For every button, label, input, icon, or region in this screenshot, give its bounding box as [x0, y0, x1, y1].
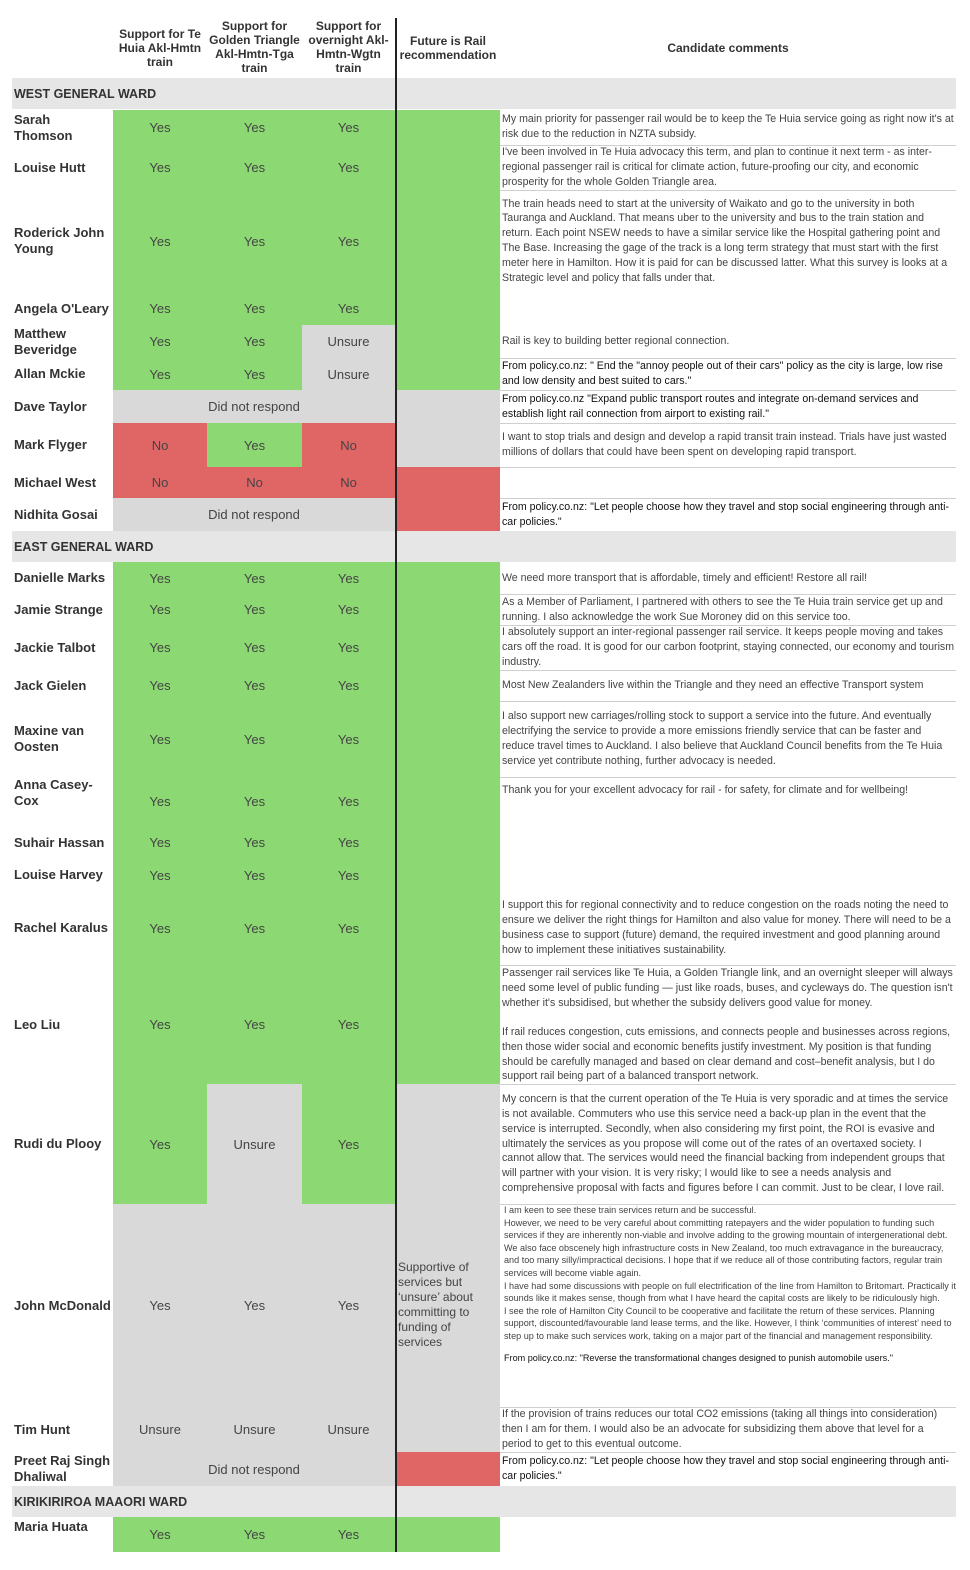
- comment-paragraph: However, we need to be very careful about committing ratepayers and the wider population to funding such services if they are inherently non-viable and involve adding to the growing mountain of intergenerational debt.: [504, 1217, 948, 1241]
- overnight-response: No: [302, 467, 395, 498]
- recommendation-oppose-east: [397, 1452, 500, 1486]
- candidate-name: Rachel Karalus: [14, 920, 108, 935]
- candidate-name: Louise Hutt: [14, 159, 86, 175]
- overnight-response: Yes: [302, 1517, 395, 1552]
- te-huia-response: Yes: [113, 701, 207, 777]
- candidate-name: Angela O'Leary: [14, 300, 109, 316]
- header-candidate-comments: Candidate comments: [667, 41, 789, 55]
- candidate-comment: We need more transport that is affordable, timely and efficient! Restore all rail!: [502, 571, 868, 584]
- golden-triangle-response: Yes: [207, 594, 302, 625]
- golden-triangle-response: Yes: [207, 358, 302, 390]
- overnight-response: Yes: [302, 625, 395, 670]
- te-huia-response: Yes: [113, 1204, 207, 1407]
- candidate-name: Jamie Strange: [14, 601, 103, 617]
- recommendation-oppose-west: [397, 467, 500, 531]
- candidate-comment: Thank you for your excellent advocacy for rail - for safety, for climate and for wellbeing!: [502, 784, 909, 796]
- golden-triangle-response: Yes: [207, 701, 302, 777]
- golden-triangle-response: Yes: [207, 190, 302, 292]
- candidate-comment: My concern is that the current operation of the Te Huia is very sporadic and at times the service is not available. Commuters who use this service need a back-up plan in the event that the service is interrupted. Secondly, when also considering my first point, the ROI is evasive and ultimately the services as you propose will come out of the rates of an overtaxed society. I cannot allow that. The services would need the financial backing from independent groups that will partner with your vision. It is very risky; I would like to see a needs analysis and comprehensive proposal with facts and figures before I can commit. Just to be clear, I love rail.: [502, 1093, 949, 1194]
- golden-triangle-response: Yes: [207, 145, 302, 190]
- candidate-name: Nidhita Gosai: [14, 506, 98, 522]
- golden-triangle-response: Unsure: [207, 1084, 302, 1204]
- candidate-name: Jackie Talbot: [14, 639, 96, 655]
- overnight-response: Yes: [302, 145, 395, 190]
- ward-heading-maaori: KIRIKIRIROA MAAORI WARD: [12, 1486, 956, 1517]
- golden-triangle-response: Yes: [207, 423, 302, 467]
- candidate-comment: Passenger rail services like Te Huia, a Golden Triangle link, and an overnight sleeper will always need some level of public funding — just like roads, buses, and cycleways do. The question isn't whether it's subsidised, but whether the subsidy delivers good value for money.: [502, 967, 953, 1009]
- te-huia-response: Yes: [113, 358, 207, 390]
- overnight-response: Yes: [302, 190, 395, 292]
- comment-paragraph: I see the role of Hamilton City Council to be cooperative and facilitate the return of these services. Planning support, discounted/favourable land lease terms, and the like. However, I think ‘communities of interest’ need to step up to make such services work, taking on a major part of the financial and management responsibility.: [504, 1305, 952, 1341]
- candidate-name: Allan Mckie: [14, 366, 86, 381]
- golden-triangle-response: Yes: [207, 110, 302, 145]
- candidate-name: Michael West: [14, 474, 97, 490]
- candidate-name: Anna Casey-Cox: [14, 777, 93, 808]
- te-huia-response: Yes: [113, 1084, 207, 1204]
- candidate-name: Rudi du Plooy: [14, 1136, 102, 1151]
- candidate-name: Louise Harvey: [14, 867, 103, 882]
- golden-triangle-response: Unsure: [207, 1407, 302, 1452]
- recommendation-note: Supportive of services but ‘unsure’ about committing to funding of services: [398, 1260, 473, 1349]
- overnight-response: Yes: [302, 1204, 395, 1407]
- golden-triangle-response: Yes: [207, 625, 302, 670]
- candidate-name: Leo Liu: [14, 1016, 61, 1032]
- header-future-is-rail: Future is Rail recommendation: [399, 34, 497, 62]
- comment-quote: From policy.co.nz: "Reverse the transformational changes designed to punish automobile users.": [504, 1352, 893, 1363]
- candidate-comment: My main priority for passenger rail would be to keep the Te Huia service going as right now it's at risk due to the reduction in NZTA subsidy.: [502, 113, 954, 140]
- candidate-comment: I absolutely support an inter-regional passenger rail service. It keeps people moving and takes cars off the road. It is good for our carbon footprint, staying connected, our economy and tourism industry.: [502, 626, 955, 668]
- overnight-response: Unsure: [302, 358, 395, 390]
- column-divider: [395, 18, 397, 1552]
- golden-triangle-response: Yes: [207, 1204, 302, 1407]
- te-huia-response: Yes: [113, 325, 207, 358]
- candidate-comment: I also support new carriages/rolling stock to support a service into the future. And eventually electrifying the service to provide a more emissions friendly service that can be faster and reduce travel times to Auckland. I also believe that Auckland Council benefits from the Te Huia service yet contribute nothing, further advocacy is needed.: [502, 710, 943, 767]
- golden-triangle-response: Yes: [207, 859, 302, 891]
- te-huia-response: Yes: [113, 594, 207, 625]
- candidate-name: Matthew Beveridge: [14, 325, 77, 357]
- overnight-response: Yes: [302, 292, 395, 325]
- te-huia-response: Yes: [113, 965, 207, 1084]
- candidate-comment: [500, 1204, 956, 1407]
- golden-triangle-response: Yes: [207, 965, 302, 1084]
- overnight-response: Yes: [302, 110, 395, 145]
- no-response-cell: Did not respond: [113, 390, 395, 423]
- golden-triangle-response: No: [207, 467, 302, 498]
- te-huia-response: Unsure: [113, 1407, 207, 1452]
- candidate-comment: As a Member of Parliament, I partnered with others to see the Te Huia train service get up and running. I also acknowledge the work Sue Moroney did on this service too.: [502, 595, 943, 623]
- no-response-cell: Did not respond: [113, 498, 395, 531]
- row-divider: [500, 777, 956, 778]
- candidate-comment: From policy.co.nz "Expand public transport routes and integrate on-demand services and establish light rail connection from airport to existing rail.": [502, 392, 919, 420]
- comment-paragraph: I have had some discussions with people on full electrification of the line from Hamilton to Britomart. Practically it sounds like it makes sense, though from what I have heard the capital costs are likely to be ridiculously high.: [504, 1280, 956, 1304]
- candidate-comment: If the provision of trains reduces our total CO2 emissions (taking all things into consideration) then I am for them. I would also be an advocate for subsidizing them above that level for a period to get to this eventual outcome.: [502, 1408, 938, 1450]
- row-divider: [500, 467, 956, 468]
- candidate-comment: I've been involved in Te Huia advocacy this term, and plan to continue it next term - as inter-regional passenger rail is critical for climate action, future-proofing our city, and economic prosperity for the whole Golden Triangle area.: [502, 146, 932, 188]
- te-huia-response: Yes: [113, 826, 207, 859]
- overnight-response: Yes: [302, 826, 395, 859]
- overnight-response: Yes: [302, 562, 395, 594]
- candidate-name: Tim Hunt: [14, 1421, 71, 1437]
- te-huia-response: Yes: [113, 670, 207, 701]
- recommendation-unclear-west: [397, 390, 500, 467]
- overnight-response: Yes: [302, 1084, 395, 1204]
- golden-triangle-response: Yes: [207, 325, 302, 358]
- candidate-name: Jack Gielen: [14, 677, 87, 693]
- te-huia-response: Yes: [113, 859, 207, 891]
- candidate-comment: I want to stop trials and design and develop a rapid transit train instead. Trials have just wasted millions of dollars that could have been spent on developing rapid transport.: [502, 431, 947, 458]
- header-overnight: Support for overnight Akl-Hmtn-Wgtn train: [308, 19, 389, 75]
- te-huia-response: Yes: [113, 777, 207, 826]
- header-te-huia: Support for Te Huia Akl-Hmtn train: [118, 27, 202, 69]
- overnight-response: Yes: [302, 594, 395, 625]
- ward-heading-west: WEST GENERAL WARD: [12, 78, 956, 109]
- candidate-name: Roderick John Young: [14, 225, 105, 256]
- te-huia-response: No: [113, 467, 207, 498]
- overnight-response: Yes: [302, 965, 395, 1084]
- golden-triangle-response: Yes: [207, 562, 302, 594]
- recommendation-support-west: [397, 110, 500, 390]
- candidate-comment: From policy.co.nz: " End the "annoy people out of their cars" policy as the city is large, low rise and low density and best suited to cars.": [502, 360, 943, 387]
- overnight-response: Yes: [302, 670, 395, 701]
- candidate-comment: From policy.co.nz: "Let people choose how they travel and stop social engineering through anti-car policies.": [502, 1455, 949, 1482]
- overnight-response: Unsure: [302, 325, 395, 358]
- golden-triangle-response: Yes: [207, 670, 302, 701]
- candidate-comment: I support this for regional connectivity and to reduce congestion on the roads noting the need to ensure we deliver the right things for Hamilton and also value for money. There will need to be a business case to support (future) demand, the required investment and good planning around how to implement these initiatives sustainability.: [502, 899, 951, 956]
- overnight-response: Yes: [302, 891, 395, 965]
- golden-triangle-response: Yes: [207, 891, 302, 965]
- te-huia-response: Yes: [113, 292, 207, 325]
- recommendation-support-east: [397, 562, 500, 1084]
- candidate-comment: From policy.co.nz: "Let people choose how they travel and stop social engineering through anti-car policies.": [502, 500, 949, 528]
- candidate-comment-continued: If rail reduces congestion, cuts emissions, and connects people and businesses across regions, then those wider social and economic benefits justify investment. My position is that funding should be carefully managed and based on clear demand and cost–benefit analysis, but I do support rail being part of a balanced transport network.: [502, 1026, 951, 1083]
- golden-triangle-response: Yes: [207, 1517, 302, 1552]
- te-huia-response: Yes: [113, 190, 207, 292]
- overnight-response: No: [302, 423, 395, 467]
- te-huia-response: Yes: [113, 891, 207, 965]
- te-huia-response: Yes: [113, 625, 207, 670]
- candidate-comment: Rail is key to building better regional connection.: [502, 335, 730, 348]
- candidate-name: Preet Raj Singh Dhaliwal: [14, 1453, 111, 1484]
- te-huia-response: Yes: [113, 145, 207, 190]
- candidate-name: Maria Huata: [14, 1519, 88, 1534]
- overnight-response: Yes: [302, 859, 395, 891]
- ward-heading-east: EAST GENERAL WARD: [12, 531, 956, 562]
- header-golden-triangle: Support for Golden Triangle Akl-Hmtn-Tga train: [209, 19, 300, 75]
- candidate-comment: The train heads need to start at the university of Waikato and go to the university in both Tauranga and Auckland. That means uber to the university and bus to the train station and return. Each point NSEW needs to have a similar service like the Hospital gathering point and The Base. Increasing the gage of the track is a long term strategy that must start with the first meter here in Hamilton. How it is paid for can be discussed latter. What this survey is looks at a Strategic level and policy that falls under that.: [502, 197, 948, 284]
- candidate-name: Dave Taylor: [14, 398, 87, 414]
- candidate-name: Suhair Hassan: [14, 834, 105, 850]
- overnight-response: Yes: [302, 777, 395, 826]
- golden-triangle-response: Yes: [207, 826, 302, 859]
- comment-paragraph: We also face obscenely high infrastructure costs in New Zealand, too much extravagance in the bureaucracy, and too many silly/impractical decisions. I hope that if we reduce all of those contributing factors, regular train services will become viable again.: [504, 1242, 944, 1278]
- candidate-name: Danielle Marks: [14, 570, 106, 585]
- candidate-name: John McDonald: [14, 1297, 111, 1313]
- comment-paragraph: I am keen to see these train services return and be successful.: [504, 1205, 757, 1215]
- overnight-response: Unsure: [302, 1407, 395, 1452]
- no-response-cell: Did not respond: [113, 1452, 395, 1486]
- te-huia-response: Yes: [113, 1517, 207, 1552]
- candidate-name: Maxine van Oosten: [14, 723, 85, 754]
- te-huia-response: Yes: [113, 110, 207, 145]
- candidate-name: Sarah Thomson: [14, 111, 73, 143]
- recommendation-support-maaori: [397, 1517, 500, 1552]
- overnight-response: Yes: [302, 701, 395, 777]
- golden-triangle-response: Yes: [207, 292, 302, 325]
- candidate-comment: Most New Zealanders live within the Triangle and they need an effective Transport system: [502, 679, 924, 692]
- te-huia-response: Yes: [113, 562, 207, 594]
- golden-triangle-response: Yes: [207, 777, 302, 826]
- te-huia-response: No: [113, 423, 207, 467]
- candidate-name: Mark Flyger: [14, 437, 87, 452]
